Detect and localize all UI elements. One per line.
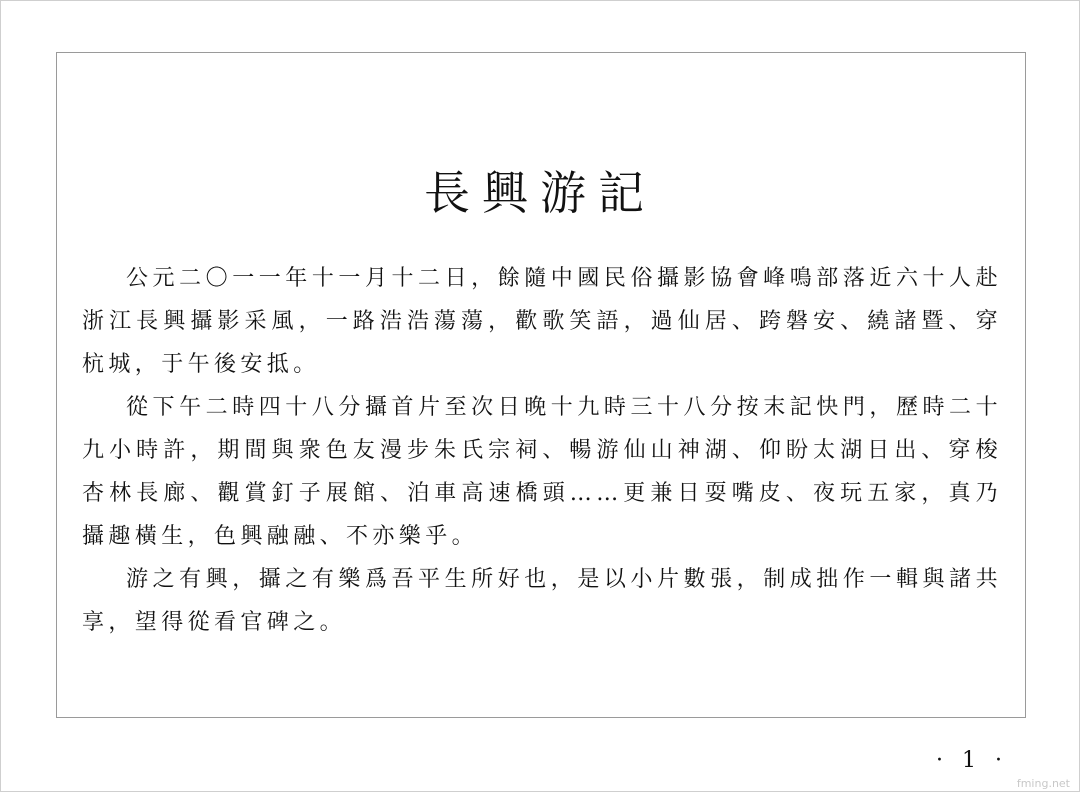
paragraph: 從下午二時四十八分攝首片至次日晚十九時三十八分按末記快門，歷時二十九小時許，期間與衆色友漫步朱氏宗祠、暢游仙山神湖、仰盼太湖日出、穿梭杏林長廊、觀賞釘子展館、泊車高速橋頭……更兼日耍嘴皮、夜玩五家，真乃攝趣橫生，色興融融、不亦樂乎。: [82, 395, 1002, 549]
body-text: [82, 257, 1002, 644]
paragraph: 公元二〇一一年十一月十二日，餘隨中國民俗攝影協會峰鳴部落近六十人赴浙江長興攝影采風，一路浩浩蕩蕩，歡歌笑語，過仙居、跨磐安、繞諸暨、穿杭城，于午後安抵。: [82, 266, 1002, 377]
document-title: 長興游記: [424, 165, 656, 220]
page-number: · 1 ·: [936, 748, 1008, 773]
watermark: fming.net: [1016, 777, 1070, 790]
paragraph: 游之有興，攝之有樂爲吾平生所好也，是以小片數張，制成拙作一輯與諸共享，望得從看官碑之。: [82, 567, 1002, 635]
